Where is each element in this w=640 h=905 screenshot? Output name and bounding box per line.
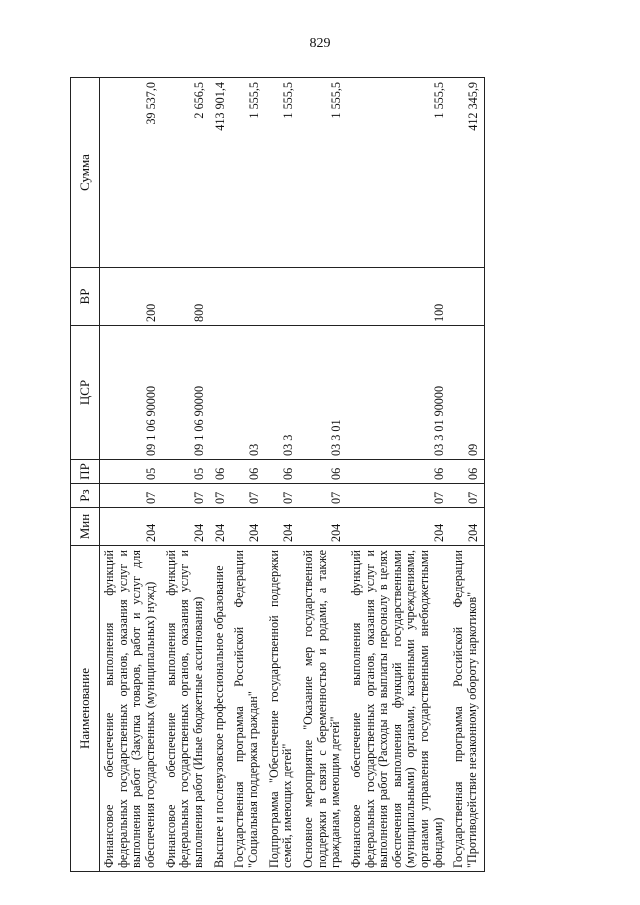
row-pr: 06 [299,460,347,484]
row-pr: 05 [100,460,162,484]
table-row [449,78,484,872]
table-row [230,78,264,872]
row-min: 204 [449,508,484,546]
row-vr: 800 [162,268,210,326]
table-row [162,78,210,872]
row-sum: 1 555,5 [230,78,264,268]
row-csr: 09 1 06 90000 [162,326,210,460]
row-sum: 1 555,5 [347,78,450,268]
header-min: Мин [71,508,100,546]
row-rz: 07 [210,484,231,508]
table-header-row [71,78,100,872]
page-number: 829 [309,36,331,51]
row-name: Государственная программа Российской Федерации "Противодействие незаконному обороту наркотиков" [449,546,484,872]
row-vr: 100 [347,268,450,326]
rotated-table-sheet [70,78,570,872]
header-pr: ПР [71,460,100,484]
row-pr: 06 [230,460,264,484]
row-pr: 06 [347,460,450,484]
table-row [100,78,162,872]
row-vr [210,268,231,326]
row-min: 204 [299,508,347,546]
row-sum: 413 901,4 [210,78,231,268]
row-name: Государственная программа Российской Федерации "Социальная поддержка граждан" [230,546,264,872]
table-row [347,78,450,872]
row-rz: 07 [449,484,484,508]
row-vr [299,268,347,326]
row-name: Основное мероприятие "Оказание мер государственной поддержки в связи с беременностью и родами, а также гражданам, имеющим детей" [299,546,347,872]
row-pr: 05 [162,460,210,484]
header-csr: ЦСР [71,326,100,460]
row-name: Финансовое обеспечение выполнения функций федеральных государственных органов, оказания услуг и выполнения работ (Закупка товаров, работ и услуг для обеспечения государственных (муниципальных) нужд) [100,546,162,872]
header-rz: Рз [71,484,100,508]
row-sum: 412 345,9 [449,78,484,268]
row-min: 204 [347,508,450,546]
row-rz: 07 [299,484,347,508]
header-vr: ВР [71,268,100,326]
row-min: 204 [162,508,210,546]
row-name: Подпрограмма "Обеспечение государственной поддержки семей, имеющих детей" [265,546,299,872]
row-rz: 07 [230,484,264,508]
row-pr: 06 [449,460,484,484]
row-pr: 06 [265,460,299,484]
header-name: Наименование [71,546,100,872]
row-sum: 39 537,0 [100,78,162,268]
row-csr: 09 1 06 90000 [100,326,162,460]
table-row [265,78,299,872]
row-vr [449,268,484,326]
row-csr: 09 [449,326,484,460]
row-rz: 07 [162,484,210,508]
row-csr: 03 3 01 [299,326,347,460]
row-csr [210,326,231,460]
row-csr: 03 3 [265,326,299,460]
row-sum: 1 555,5 [299,78,347,268]
row-sum: 2 656,5 [162,78,210,268]
row-min: 204 [210,508,231,546]
row-name: Финансовое обеспечение выполнения функций федеральных государственных органов, оказания услуг и выполнения работ (Иные бюджетные ассигнования) [162,546,210,872]
header-sum: Сумма [71,78,100,268]
row-name: Высшее и послевузовское профессиональное образование [210,546,231,872]
row-vr: 200 [100,268,162,326]
row-csr: 03 3 01 90000 [347,326,450,460]
row-pr: 06 [210,460,231,484]
row-min: 204 [230,508,264,546]
row-name: Финансовое обеспечение выполнения функций федеральных государственных органов, оказания услуг и выполнения работ (Расходы на выплаты персоналу в целях обеспечения выполнения функций государственными (муниципальными) органами, казенными учреждениями, органами управления государственными внебюджетными фондами) [347,546,450,872]
row-vr [265,268,299,326]
table-row [210,78,231,872]
table-row [299,78,347,872]
row-csr: 03 [230,326,264,460]
row-vr [230,268,264,326]
row-min: 204 [100,508,162,546]
budget-table [70,77,485,872]
row-rz: 07 [100,484,162,508]
row-rz: 07 [265,484,299,508]
row-min: 204 [265,508,299,546]
row-rz: 07 [347,484,450,508]
row-sum: 1 555,5 [265,78,299,268]
